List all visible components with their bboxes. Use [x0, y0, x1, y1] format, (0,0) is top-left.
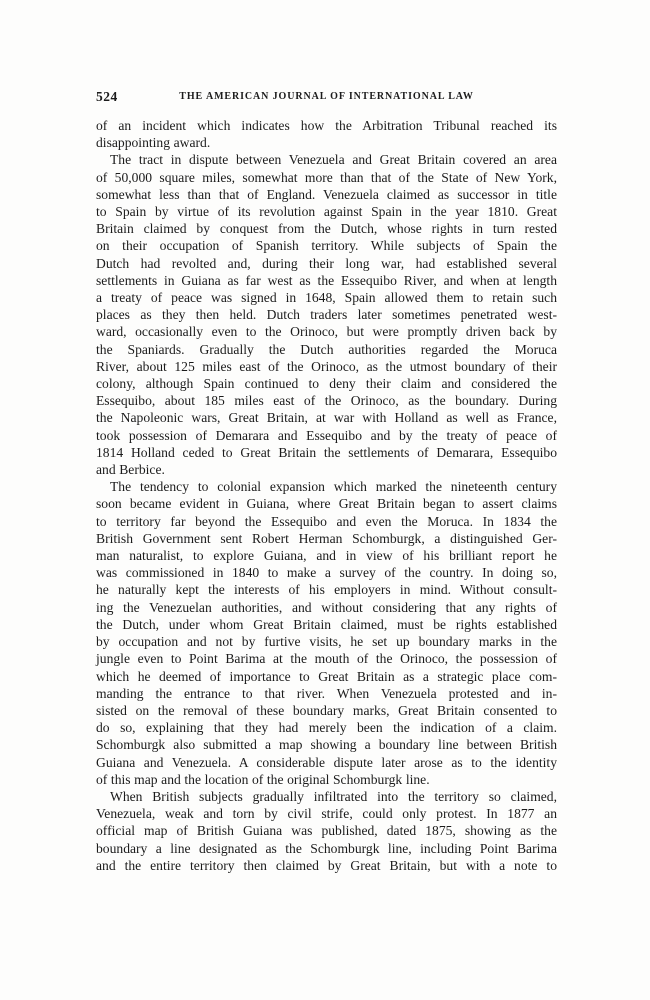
text-line: on their occupation of Spanish territory. While subjects of Spain the [96, 238, 557, 254]
text-line: Schomburgk also submitted a map showing a boundary line between British [96, 737, 557, 753]
text-line: boundary a line designated as the Schomburgk line, including Point Barima [96, 840, 557, 856]
text-line: which he deemed of importance to Great Britain as a strategic place com- [96, 668, 557, 684]
page-number: 524 [96, 89, 118, 104]
text-line: took possession of Demarara and Essequibo and by the treaty of peace of [96, 427, 557, 443]
text-line: of this map and the location of the original Schomburgk line. [96, 771, 430, 787]
text-line: of an incident which indicates how the Arbitration Tribunal reached its [96, 118, 557, 133]
text-line: by occupation and not by furtive visits, he set up boundary marks in the [96, 634, 557, 650]
text-line: Dutch had revolted and, during their long war, had established several [96, 255, 557, 271]
text-line: manding the entrance to that river. When Venezuela protested and in- [96, 685, 557, 701]
text-line: sisted on the removal of these boundary marks, Great Britain consented to [96, 702, 557, 718]
text-line: the Dutch, under whom Great Britain claimed, must be rights established [96, 616, 557, 632]
text-line: Essequibo, about 185 miles east of the Orinoco, as the boundary. During [96, 393, 557, 409]
text-line: ing the Venezuelan authorities, and without considering that any rights of [96, 599, 557, 615]
text-line: do so, explaining that they had merely been the indication of a claim. [96, 720, 557, 736]
paragraph [96, 151, 557, 478]
text-line: he naturally kept the interests of his employers in mind. Without consult- [96, 582, 557, 598]
paragraph [96, 478, 557, 788]
text-line: The tendency to colonial expansion which marked the nineteenth century [110, 479, 557, 495]
text-line: settlements in Guiana as far west as the Essequibo River, and when at length [96, 272, 557, 288]
journal-title: THE AMERICAN JOURNAL OF INTERNATIONAL LAW [179, 91, 474, 102]
text-line: a treaty of peace was signed in 1648, Spain allowed them to retain such [96, 290, 557, 306]
text-line: River, about 125 miles east of the Orinoco, as the utmost boundary of their [96, 358, 557, 374]
text-line: somewhat less than that of England. Venezuela claimed as successor in title [96, 186, 557, 202]
text-line: disappointing award. [96, 135, 211, 151]
article-text [96, 117, 557, 874]
text-line: 1814 Holland ceded to Great Britain the settlements of Demarara, Essequibo [96, 444, 557, 460]
text-line: official map of British Guiana was published, dated 1875, showing as the [96, 823, 557, 839]
text-line: colony, although Spain continued to deny their claim and considered the [96, 376, 557, 392]
text-line: ward, occasionally even to the Orinoco, but were promptly driven back by [96, 324, 557, 340]
text-line: the Napoleonic wars, Great Britain, at war with Holland as well as France, [96, 410, 557, 426]
paragraph [96, 117, 557, 151]
paragraph [96, 788, 557, 874]
text-line: of 50,000 square miles, somewhat more than that of the State of New York, [96, 169, 557, 185]
text-line: and Berbice. [96, 462, 165, 478]
text-line: the Spaniards. Gradually the Dutch authorities regarded the Moruca [96, 341, 557, 357]
text-line: to territory far beyond the Essequibo and even the Moruca. In 1834 the [96, 513, 557, 529]
text-line: Britain claimed by conquest from the Dutch, whose rights in turn rested [96, 221, 557, 237]
text-line: soon became evident in Guiana, where Great Britain began to assert claims [96, 496, 557, 512]
text-line: places as they then held. Dutch traders later sometimes penetrated west- [96, 307, 557, 323]
text-line: British Government sent Robert Herman Schomburgk, a distinguished Ger- [96, 530, 557, 546]
text-line: to Spain by virtue of its revolution against Spain in the year 1810. Great [96, 204, 557, 220]
text-line: Guiana and Venezuela. A considerable dispute later arose as to the identity [96, 754, 557, 770]
text-line: man naturalist, to explore Guiana, and in view of his brilliant report he [96, 548, 557, 564]
text-line: The tract in dispute between Venezuela and Great Britain covered an area [110, 152, 557, 168]
text-line: jungle even to Point Barima at the mouth of the Orinoco, the possession of [96, 651, 557, 667]
running-header [96, 90, 557, 104]
text-line: was commissioned in 1840 to make a survey of the country. In doing so, [96, 565, 557, 581]
text-line: and the entire territory then claimed by Great Britain, but with a note to [96, 857, 557, 873]
text-line: Venezuela, weak and torn by civil strife, could only protest. In 1877 an [96, 806, 557, 822]
text-line: When British subjects gradually infiltrated into the territory so claimed, [110, 788, 557, 804]
